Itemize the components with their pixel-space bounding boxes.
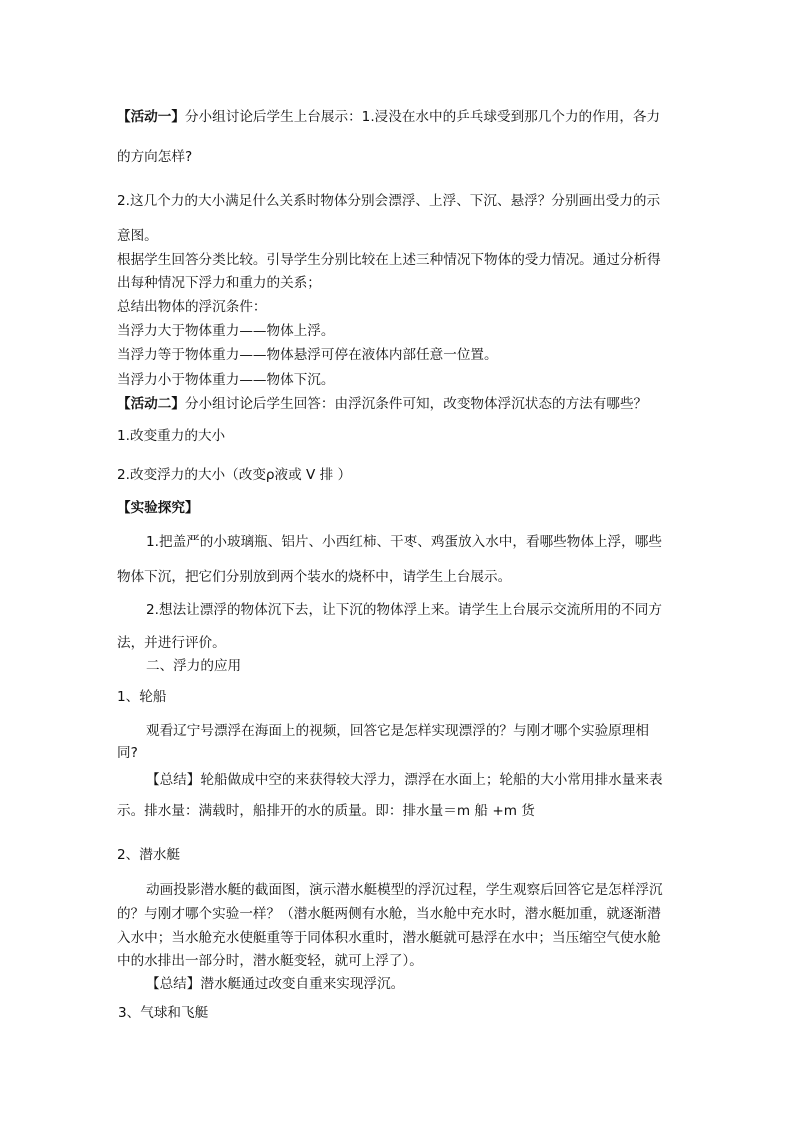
section-heading	[117, 498, 677, 518]
line-text: 【总结】轮船做成中空的来获得较大浮力，漂浮在水面上；轮船的大小常用排水量来表	[146, 772, 663, 788]
text-line	[117, 226, 677, 246]
text-line	[117, 928, 677, 948]
text-line	[117, 951, 677, 971]
text-line	[146, 600, 678, 620]
text-line	[146, 974, 678, 994]
line-text: 2、潜水艇	[117, 847, 181, 863]
text-line	[117, 273, 677, 293]
line-text: 二、浮力的应用	[146, 658, 242, 674]
line-text: 根据学生回答分类比较。引导学生分别比较在上述三种情况下物体的受力情况。通过分析得	[117, 252, 661, 268]
line-text: 当浮力大于物体重力——物体上浮。	[117, 323, 335, 339]
line-text: 同?	[117, 745, 138, 761]
text-line	[146, 532, 678, 552]
line-text: 物体下沉，把它们分别放到两个装水的烧杯中，请学生上台展示。	[117, 569, 512, 585]
line-text: 当浮力等于物体重力——物体悬浮可停在液体内部任意一位置。	[117, 347, 498, 363]
line-text: 2.想法让漂浮的物体沉下去，让下沉的物体浮上来。请学生上台展示交流所用的不同方	[146, 602, 662, 618]
line-text: 的？与刚才哪个实验一样？（潜水艇两侧有水舱，当水舱中充水时，潜水艇加重，就逐渐潜	[117, 906, 661, 922]
line-text: 中的水排出一部分时，潜水艇变轻，就可上浮了）。	[117, 953, 423, 969]
text-line	[117, 426, 677, 446]
text-line	[117, 743, 677, 763]
line-text: 2.这几个力的大小满足什么关系时物体分别会漂浮、上浮、下沉、悬浮？分别画出受力的示	[117, 193, 661, 209]
section-heading	[146, 656, 678, 676]
line-text: 入水中；当水舱充水使艇重等于同体积水重时，潜水艇就可悬浮在水中；当压缩空气使水舱	[117, 930, 661, 946]
text-line	[146, 721, 678, 741]
text-line	[117, 394, 677, 414]
line-text: 示。排水量：满载时，船排开的水的质量。即：排水量＝m 船 +m 货	[117, 803, 535, 819]
text-line	[117, 321, 677, 341]
section-heading	[117, 845, 677, 865]
line-text: 观看辽宁号漂浮在海面上的视频，回答它是怎样实现漂浮的？与刚才哪个实验原理相	[146, 723, 649, 739]
line-text: 分小组讨论后学生回答：由浮沉条件可知，改变物体浮沉状态的方法有哪些？	[184, 396, 648, 412]
text-line	[117, 370, 677, 390]
bold-label: 【活动一】	[117, 109, 185, 125]
line-text: 意图。	[117, 228, 158, 244]
line-text: 的方向怎样?	[117, 149, 193, 165]
text-line	[117, 904, 677, 924]
line-text: 出每种情况下浮力和重力的关系；	[117, 275, 321, 291]
text-line	[117, 191, 677, 211]
text-line	[117, 250, 677, 270]
text-line	[117, 801, 677, 821]
line-text: 【总结】潜水艇通过改变自重来实现浮沉。	[146, 976, 405, 992]
bold-label: 【实验探究】	[117, 500, 199, 516]
line-text: 总结出物体的浮沉条件：	[117, 299, 267, 315]
line-text: 3、气球和飞艇	[118, 1005, 209, 1021]
line-text: 当浮力小于物体重力——物体下沉。	[117, 372, 335, 388]
line-text: 法，并进行评价。	[117, 635, 226, 651]
text-line	[117, 297, 677, 317]
bold-label: 【活动二】	[117, 396, 185, 412]
text-line	[117, 147, 677, 167]
text-line	[146, 770, 678, 790]
text-line	[117, 567, 677, 587]
line-text: 1.改变重力的大小	[117, 428, 226, 444]
text-line	[146, 880, 678, 900]
text-line	[117, 633, 677, 653]
line-text: 1、轮船	[117, 689, 167, 705]
line-text: 分小组讨论后学生上台展示：1.浸没在水中的乒乓球受到那几个力的作用，各力	[184, 109, 661, 125]
line-text: 动画投影潜水艇的截面图，演示潜水艇模型的浮沉过程，学生观察后回答它是怎样浮沉	[146, 882, 663, 898]
section-heading	[118, 1003, 678, 1023]
text-line	[117, 345, 677, 365]
line-text: 2.改变浮力的大小（改变ρ液或 V 排 ）	[117, 467, 352, 483]
line-text: 1.把盖严的小玻璃瓶、铝片、小西红柿、干枣、鸡蛋放入水中，看哪些物体上浮，哪些	[146, 534, 662, 550]
section-heading	[117, 687, 677, 707]
text-line	[117, 465, 677, 485]
text-line	[117, 107, 677, 127]
